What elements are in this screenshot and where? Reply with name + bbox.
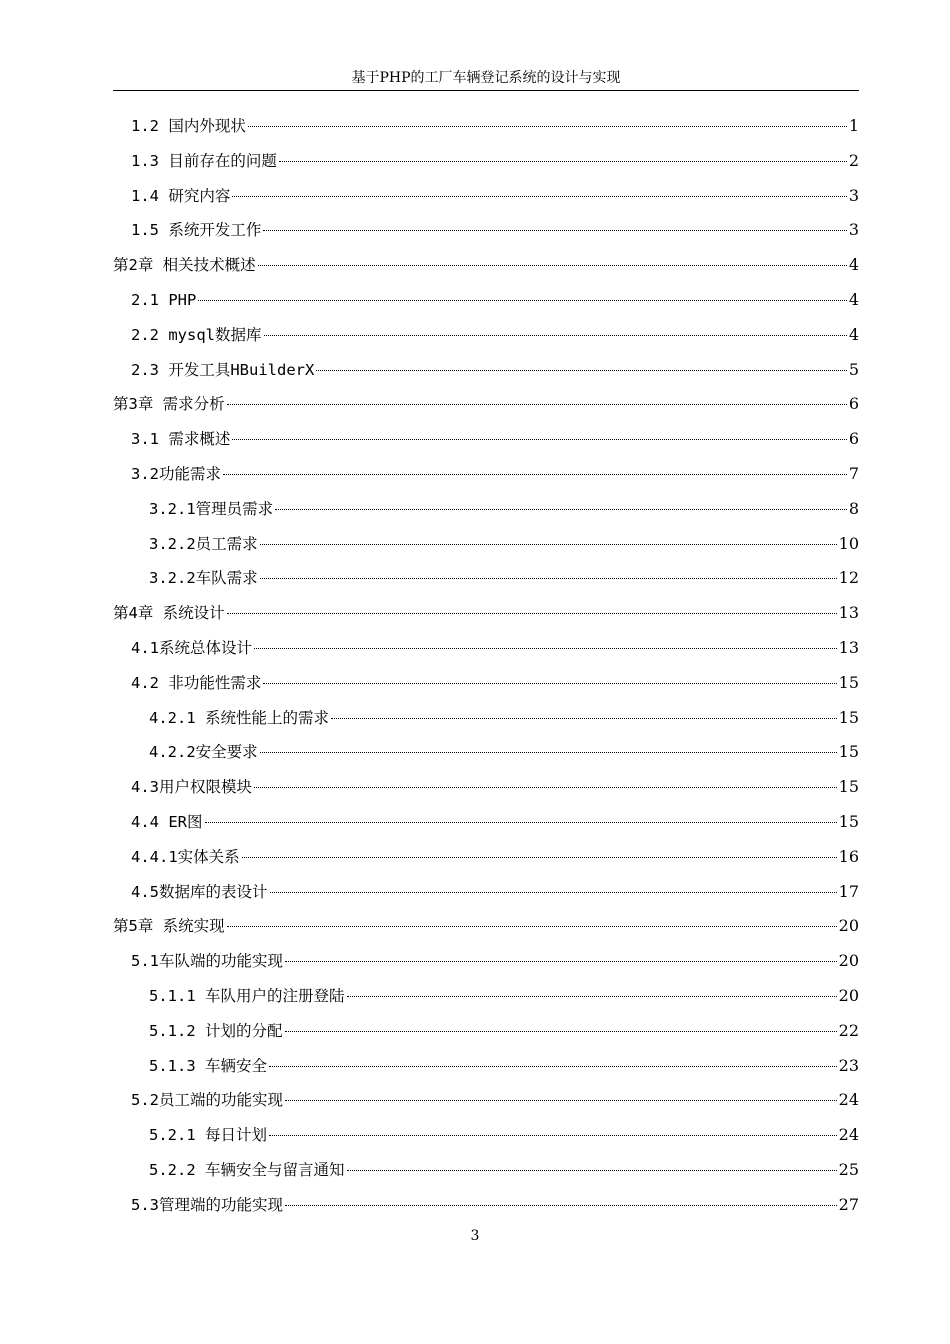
toc-entry[interactable] — [113, 909, 859, 943]
toc-entry[interactable] — [131, 144, 859, 178]
toc-entry[interactable] — [131, 109, 859, 143]
toc-dot-leader — [205, 822, 837, 823]
toc-entry-title: 4.1系统总体设计 — [131, 639, 252, 657]
toc-entry-page: 10 — [838, 533, 859, 553]
toc-entry-title: 4.5数据库的表设计 — [131, 882, 268, 901]
toc-dot-leader — [227, 926, 837, 927]
toc-entry[interactable] — [131, 840, 859, 874]
toc-entry[interactable] — [131, 457, 859, 491]
toc-entry-page: 4 — [848, 290, 859, 309]
toc-entry-page: 3 — [848, 185, 859, 205]
toc-entry-title: 5.1.1 车队用户的注册登陆 — [149, 987, 345, 1005]
toc-dot-leader — [285, 961, 837, 962]
toc-entry-title: 3.2.2员工需求 — [149, 534, 258, 553]
toc-entry-title: 4.2.1 系统性能上的需求 — [149, 708, 329, 727]
toc-entry[interactable] — [131, 179, 859, 213]
toc-dot-leader — [223, 474, 847, 475]
toc-dot-leader — [269, 1135, 837, 1136]
page-number: 3 — [470, 1228, 480, 1244]
toc-entry[interactable] — [149, 1153, 859, 1187]
toc-entry-page: 20 — [838, 986, 859, 1005]
toc-entry-page: 8 — [848, 498, 859, 518]
toc-entry-title: 4.3用户权限模块 — [131, 778, 252, 797]
toc-dot-leader — [232, 439, 846, 440]
toc-entry-title: 3.2.2车队需求 — [149, 569, 258, 588]
toc-entry-page: 23 — [838, 1055, 859, 1075]
toc-entry-title: 3.2功能需求 — [131, 465, 221, 483]
toc-entry[interactable] — [131, 353, 859, 387]
toc-entry-title: 5.1.3 车辆安全 — [149, 1056, 267, 1075]
page-header-title: 基于PHP的工厂车辆登记系统的设计与实现 — [351, 70, 621, 86]
toc-entry[interactable] — [149, 1118, 859, 1152]
toc-entry-title: 5.3管理端的功能实现 — [131, 1195, 283, 1214]
toc-entry[interactable] — [149, 492, 859, 526]
toc-entry-title: 1.2 国内外现状 — [131, 117, 246, 135]
toc-entry[interactable] — [113, 596, 859, 630]
toc-entry-page: 25 — [838, 1160, 859, 1179]
toc-dot-leader — [347, 996, 837, 997]
toc-entry[interactable] — [131, 805, 859, 839]
toc-entry[interactable] — [131, 770, 859, 804]
toc-entry[interactable] — [113, 248, 859, 282]
toc-dot-leader — [254, 787, 837, 788]
toc-dot-leader — [285, 1100, 837, 1101]
toc-entry-page: 15 — [838, 777, 859, 797]
toc-dot-leader — [285, 1031, 837, 1032]
toc-entry-page: 22 — [838, 1020, 859, 1040]
toc-entry-page: 2 — [848, 150, 859, 170]
toc-entry-title: 1.3 目前存在的问题 — [131, 151, 277, 170]
toc-entry-page: 15 — [838, 812, 859, 831]
toc-entry-page: 3 — [848, 220, 859, 240]
toc-entry[interactable] — [131, 875, 859, 909]
toc-entry-page: 17 — [838, 881, 859, 901]
toc-dot-leader — [260, 752, 837, 753]
toc-entry-title: 第4章 系统设计 — [113, 604, 225, 623]
toc-dot-leader — [254, 648, 837, 649]
toc-entry-page: 20 — [838, 951, 859, 971]
toc-entry-title: 1.4 研究内容 — [131, 186, 231, 205]
toc-dot-leader — [347, 1170, 837, 1171]
toc-entry-page: 20 — [838, 916, 859, 936]
toc-entry[interactable] — [131, 631, 859, 665]
toc-entry[interactable] — [149, 561, 859, 595]
toc-entry[interactable] — [131, 1188, 859, 1222]
toc-entry-title: 5.2.2 车辆安全与留言通知 — [149, 1161, 345, 1179]
toc-entry[interactable] — [149, 527, 859, 561]
toc-entry-title: 2.2 mysql数据库 — [131, 325, 262, 344]
toc-entry-page: 4 — [848, 324, 859, 344]
toc-dot-leader — [263, 683, 836, 684]
toc-dot-leader — [263, 230, 846, 231]
toc-entry[interactable] — [131, 666, 859, 700]
toc-entry-page: 1 — [848, 116, 859, 135]
toc-entry-title: 4.2 非功能性需求 — [131, 673, 262, 692]
toc-entry[interactable] — [113, 387, 859, 421]
toc-entry-title: 第5章 系统实现 — [113, 917, 225, 936]
toc-entry[interactable] — [131, 1083, 859, 1117]
toc-dot-leader — [198, 300, 846, 301]
toc-entry[interactable] — [131, 944, 859, 978]
toc-entry[interactable] — [149, 1049, 859, 1083]
toc-dot-leader — [242, 857, 837, 858]
toc-entry-title: 5.2.1 每日计划 — [149, 1126, 267, 1145]
toc-entry-title: 5.2员工端的功能实现 — [131, 1091, 283, 1110]
toc-entry-page: 27 — [838, 1194, 859, 1214]
toc-entry-page: 24 — [838, 1125, 859, 1145]
toc-dot-leader — [258, 265, 847, 266]
toc-dot-leader — [285, 1205, 837, 1206]
toc-entry[interactable] — [149, 979, 859, 1013]
toc-entry[interactable] — [149, 1014, 859, 1048]
toc-dot-leader — [270, 892, 837, 893]
toc-dot-leader — [264, 335, 847, 336]
toc-entry-title: 2.3 开发工具HBuilderX — [131, 360, 315, 379]
toc-dot-leader — [279, 161, 847, 162]
toc-entry-page: 7 — [848, 464, 859, 483]
toc-entry-page: 13 — [838, 603, 859, 623]
toc-dot-leader — [331, 718, 837, 719]
toc-entry-page: 15 — [838, 707, 859, 727]
toc-entry-title: 2.1 PHP — [131, 291, 197, 309]
toc-entry-page: 13 — [838, 638, 859, 657]
toc-entry-page: 15 — [838, 742, 859, 762]
toc-entry-title: 4.2.2安全要求 — [149, 743, 258, 762]
toc-entry-title: 3.2.1管理员需求 — [149, 499, 274, 518]
toc-entry[interactable] — [131, 283, 859, 317]
toc-dot-leader — [260, 544, 837, 545]
toc-entry-title: 4.4 ER图 — [131, 813, 203, 831]
toc-dot-leader — [232, 196, 846, 197]
toc-entry-page: 4 — [848, 255, 859, 275]
toc-entry-page: 24 — [838, 1090, 859, 1110]
toc-entry-page: 6 — [848, 429, 859, 449]
toc-entry-title: 第3章 需求分析 — [113, 395, 225, 414]
toc-dot-leader — [269, 1066, 837, 1067]
toc-entry-title: 5.1车队端的功能实现 — [131, 952, 283, 971]
toc-entry[interactable] — [149, 735, 859, 769]
toc-entry-title: 4.4.1实体关系 — [131, 847, 240, 866]
toc-entry[interactable] — [131, 318, 859, 352]
toc-entry-page: 6 — [848, 394, 859, 414]
toc-entry-title: 3.1 需求概述 — [131, 430, 231, 449]
toc-entry-page: 15 — [838, 672, 859, 692]
toc-dot-leader — [227, 613, 837, 614]
toc-entry-page: 16 — [838, 846, 859, 866]
toc-dot-leader — [275, 509, 847, 510]
toc-dot-leader — [248, 126, 847, 127]
toc-entry-title: 5.1.2 计划的分配 — [149, 1021, 283, 1040]
toc-dot-leader — [227, 404, 847, 405]
toc-entry[interactable] — [131, 213, 859, 247]
toc-dot-leader — [260, 578, 837, 579]
toc-entry[interactable] — [131, 422, 859, 456]
toc-entry[interactable] — [149, 701, 859, 735]
toc-entry-title: 1.5 系统开发工作 — [131, 221, 262, 240]
toc-entry-page: 12 — [838, 568, 859, 588]
header-divider — [113, 90, 859, 91]
toc-dot-leader — [316, 370, 846, 371]
toc-entry-title: 第2章 相关技术概述 — [113, 256, 256, 275]
toc-entry-page: 5 — [848, 359, 859, 379]
